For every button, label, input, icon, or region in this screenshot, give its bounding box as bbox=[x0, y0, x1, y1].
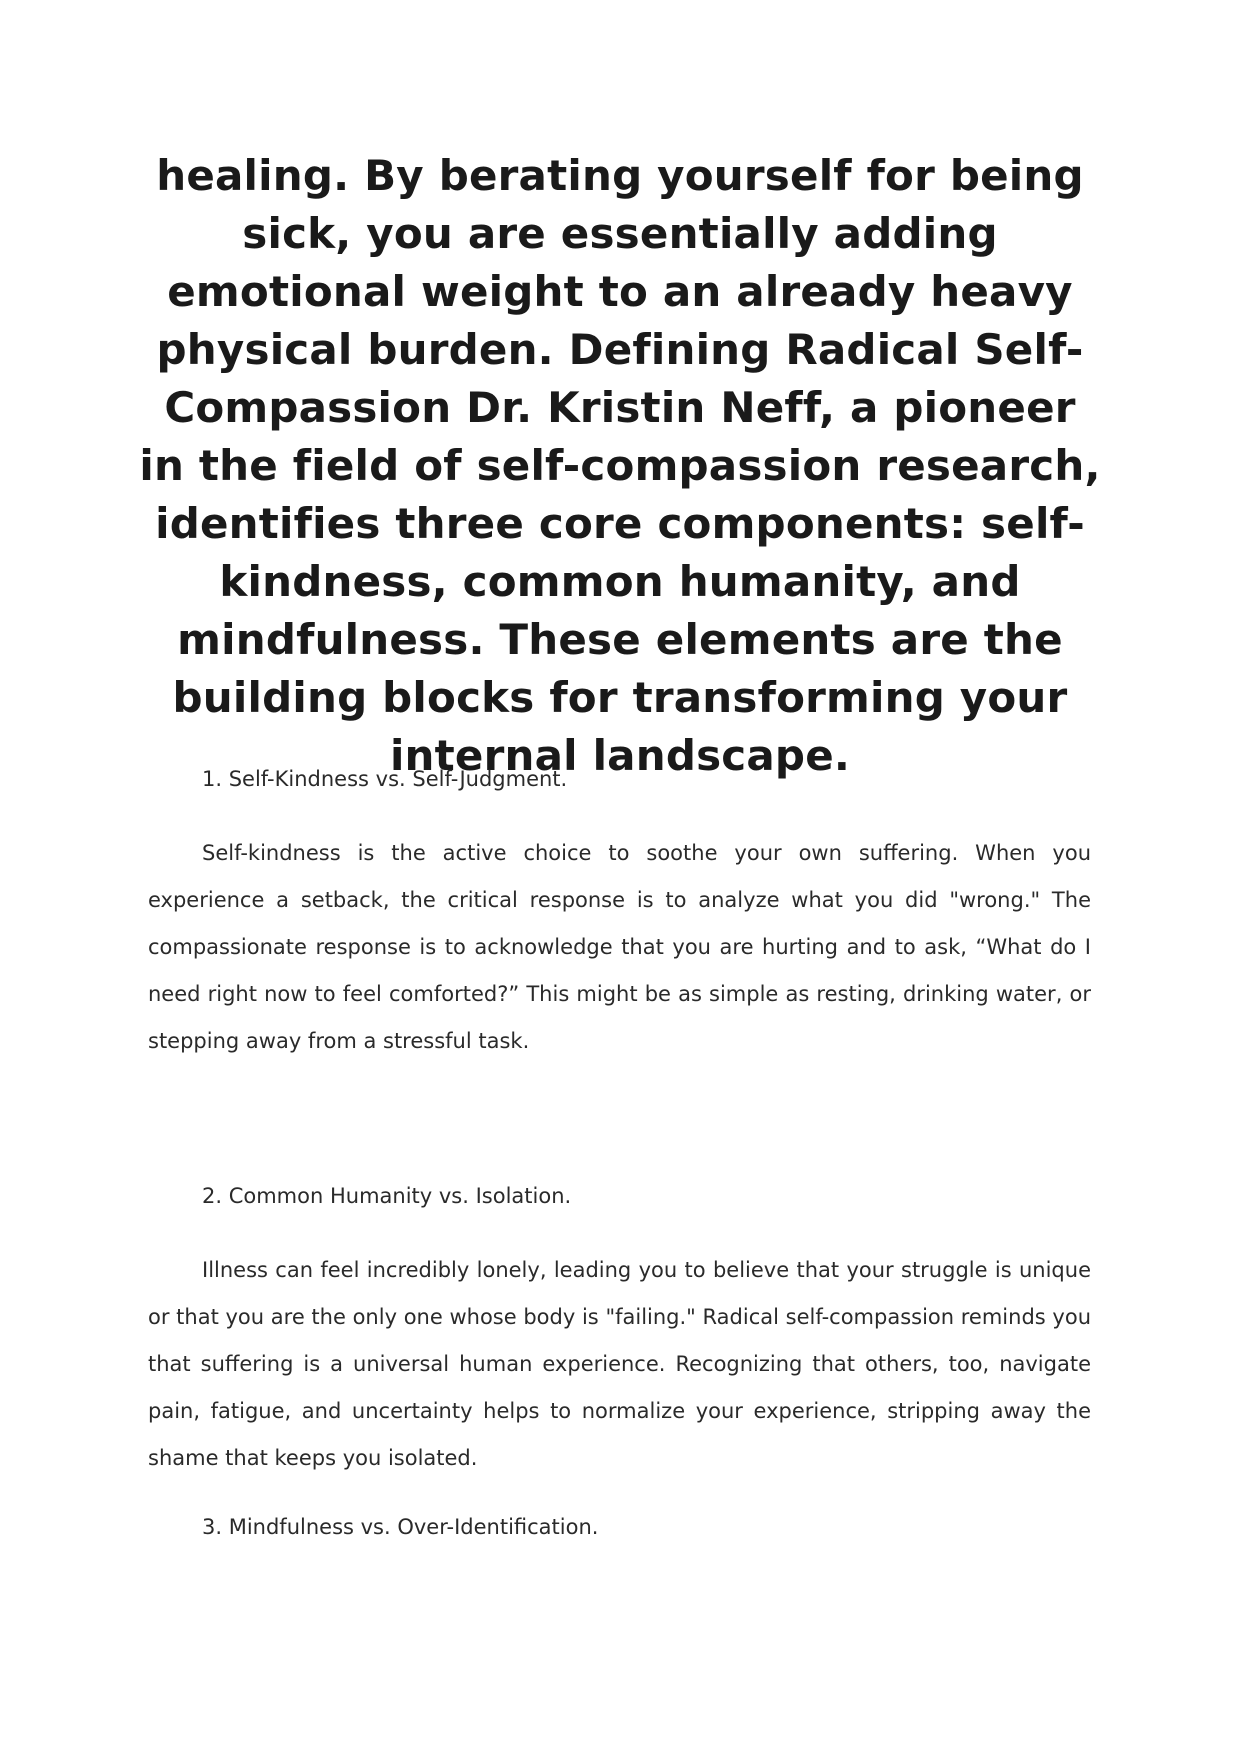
section-body-common-humanity: Illness can feel incredibly lonely, leading you to believe that your struggle is unique or that you are the only one whose body is "failing." Radical self-compassion reminds you that suffering is a universal human experience. Recognizing that others, too, navigate pain, fatigue, and uncertainty helps to normalize your experience, stripping away the shame that keeps you isolated. bbox=[148, 1258, 1091, 1470]
section-title-self-kindness: 1. Self-Kindness vs. Self-Judgment. bbox=[202, 767, 568, 791]
section-title-common-humanity: 2. Common Humanity vs. Isolation. bbox=[202, 1184, 572, 1208]
page-heading: healing. By berating yourself for being sick, you are essentially adding emotional weight to an already heavy physical burden. Defining Radical Self-Compassion Dr. Kristin Neff, a pioneer in the field of self-compassion research, identifies three core components: self-kindness, common humanity, and mindfulness. These elements are the building blocks for transforming your internal landscape. bbox=[139, 151, 1101, 780]
section-title-mindfulness: 3. Mindfulness vs. Over-Identification. bbox=[202, 1515, 599, 1539]
section-body-self-kindness: Self-kindness is the active choice to soothe your own suffering. When you experience a setback, the critical response is to analyze what you did "wrong." The compassionate response is to acknowledge that you are hurting and to ask, “What do I need right now to feel comforted?” This might be as simple as resting, drinking water, or stepping away from a stressful task. bbox=[148, 841, 1091, 1053]
